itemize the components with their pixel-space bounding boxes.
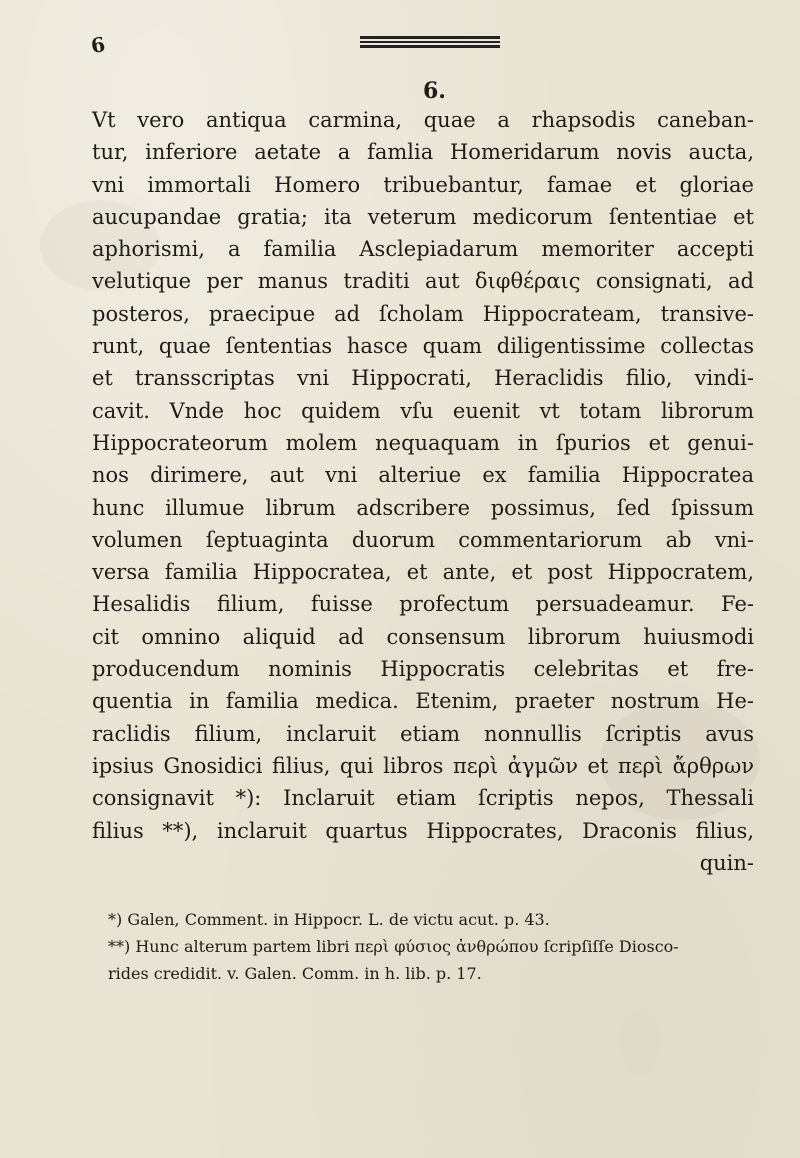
page-number: 6 bbox=[89, 31, 107, 59]
text-line: ipsius Gnosidici filius, qui libros περὶ ἀγμῶν et περὶ ἄρθρων bbox=[92, 753, 754, 778]
text-line: Vt vero antiqua carmina, quae a rhapsodis caneban- bbox=[92, 108, 754, 132]
text-line: aucupandae gratia; ita veterum medicorum ſententiae et bbox=[92, 204, 754, 229]
text-line: consignavit *): Inclaruit etiam ſcriptis nepos, Thessali bbox=[92, 786, 754, 811]
text-line: nos dirimere, aut vni alteriue ex familia Hippocratea bbox=[92, 463, 754, 488]
footnote-1: *) Galen, Comment. in Hippocr. L. de victu acut. p. 43. bbox=[108, 910, 550, 929]
text-line: filius **), inclaruit quartus Hippocrates, Draconis filius, bbox=[92, 818, 754, 843]
text-line: versa familia Hippocratea, et ante, et post Hippocratem, bbox=[92, 560, 754, 585]
footnotes bbox=[108, 906, 754, 987]
section-number: 6. bbox=[423, 78, 446, 104]
text-line: velutique per manus traditi aut διφθέραις consignati, ad bbox=[92, 269, 754, 294]
text-line: Hesalidis filium, fuisse profectum persuadeamur. Fe- bbox=[92, 592, 754, 617]
text-line: runt, quae ſententias hasce quam diligentissime collectas bbox=[92, 334, 754, 359]
text-line: volumen ſeptuaginta duorum commentariorum ab vni- bbox=[92, 527, 754, 552]
text-line: cavit. Vnde hoc quidem vſu euenit vt totam librorum bbox=[92, 398, 754, 423]
text-line: cit omnino aliquid ad consensum librorum huiusmodi bbox=[92, 624, 754, 649]
text-line: producendum nominis Hippocratis celebritas et fre- bbox=[92, 657, 754, 682]
text-line: quentia in familia medica. Etenim, praeter nostrum He- bbox=[92, 689, 754, 714]
text-line: tur, inferiore aetate a famlia Homeridarum novis aucta, bbox=[92, 140, 754, 165]
text-line: Hippocrateorum molem nequaquam in ſpurios et genui- bbox=[92, 430, 754, 455]
text-line: vni immortali Homero tribuebantur, famae et gloriae bbox=[92, 172, 754, 197]
header-ornament-rule bbox=[360, 36, 500, 48]
footnote-2-continued: rides credidit. v. Galen. Comm. in h. lib. p. 17. bbox=[108, 964, 482, 983]
text-line: et transscriptas vni Hippocrati, Heraclidis filio, vindi- bbox=[92, 366, 754, 391]
footnote-2: **) Hunc alterum partem libri περὶ φύσιος ἀνθρώπου ſcripſiſſe Diosco- bbox=[108, 937, 679, 956]
text-line: aphorismi, a familia Asclepiadarum memoriter accepti bbox=[92, 237, 754, 262]
text-line: hunc illumue librum adscribere possimus, ſed ſpissum bbox=[92, 495, 754, 520]
text-line: raclidis filium, inclaruit etiam nonnullis ſcriptis avus bbox=[92, 721, 754, 746]
body-text bbox=[92, 104, 754, 879]
text-line: posteros, praecipue ad ſcholam Hippocrateam, transive- bbox=[92, 301, 754, 326]
catchword: quin- bbox=[699, 850, 754, 875]
